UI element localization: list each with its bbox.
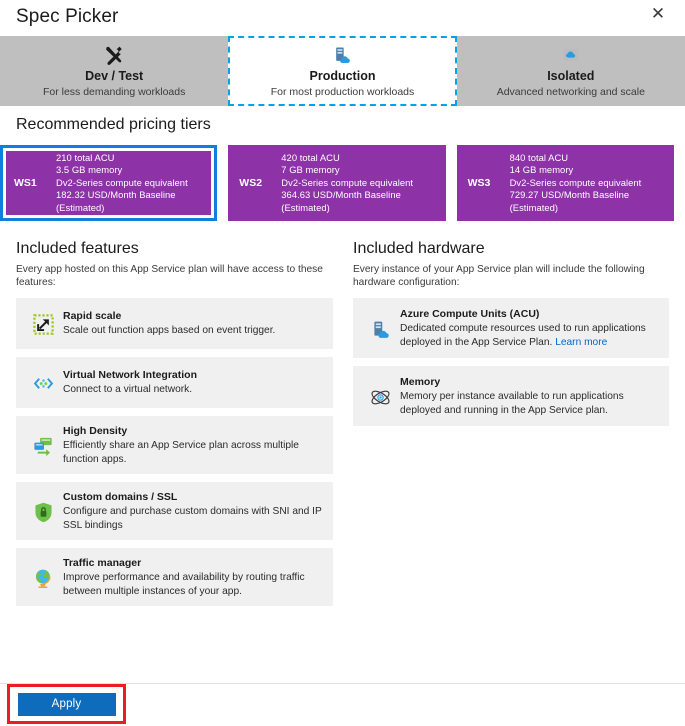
cloud-box-icon [561, 44, 581, 66]
feature-item-rapid-scale-title: Rapid scale [63, 310, 122, 323]
server-cloud-icon [332, 44, 352, 66]
tab-isolated-subtitle: Advanced networking and scale [496, 85, 645, 98]
hardware-item-acu-desc: Dedicated compute resources used to run applications deployed in the App Service Plan. [400, 323, 646, 348]
included-hardware-description: Every instance of your App Service plan will include the following hardware configuration: [353, 264, 645, 288]
feature-item-custom-domains-ssl [16, 482, 333, 540]
feature-item-high-density [16, 416, 333, 474]
feature-item-virtual-network-title: Virtual Network Integration [63, 369, 197, 382]
high-density-icon [26, 430, 60, 460]
tab-production[interactable] [228, 36, 456, 106]
tier-card-ws1-name: WS1 [14, 177, 37, 189]
feature-item-virtual-network [16, 357, 333, 408]
rapid-scale-icon [26, 309, 60, 339]
feature-item-rapid-scale [16, 298, 333, 349]
hardware-item-acu [353, 298, 669, 358]
included-hardware-column [345, 240, 685, 614]
tab-isolated-title: Isolated [547, 68, 595, 83]
workload-tabstrip [0, 36, 685, 106]
tab-dev-test-subtitle: For less demanding workloads [42, 85, 186, 98]
hardware-item-memory-title: Memory [400, 376, 441, 388]
tier-card-ws3-estimated: (Estimated) [509, 201, 559, 213]
memory-atom-icon [363, 381, 397, 411]
tier-card-ws1-estimated: (Estimated) [56, 201, 105, 213]
feature-item-virtual-network-body [60, 368, 323, 397]
feature-item-rapid-scale-body [60, 309, 323, 338]
feature-item-high-density-desc: Efficiently share an App Service plan across multiple function apps. [63, 440, 299, 465]
tier-card-ws2-price: 364.63 USD/Month Baseline [281, 189, 401, 201]
tools-icon [103, 44, 125, 66]
tier-card-ws2[interactable] [228, 145, 445, 221]
tab-isolated[interactable] [457, 36, 685, 106]
feature-item-virtual-network-desc: Connect to a virtual network. [63, 384, 193, 396]
close-icon[interactable]: ✕ [645, 0, 671, 26]
hardware-item-memory-body [397, 375, 659, 417]
pricing-tiers-heading: Recommended pricing tiers [16, 116, 211, 133]
server-cloud-icon [363, 313, 397, 343]
details-columns [0, 240, 685, 614]
tier-card-ws3-compute: Dv2-Series compute equivalent [509, 176, 642, 188]
tier-slot-ws1 [0, 145, 228, 221]
virtual-network-icon [26, 368, 60, 398]
page-title: Spec Picker [16, 6, 119, 27]
feature-item-traffic-manager-desc: Improve performance and availability by routing traffic between multiple instances of your app. [63, 572, 305, 597]
hardware-item-acu-title: Azure Compute Units (ACU) [400, 308, 540, 320]
globe-icon [26, 562, 60, 592]
tier-card-ws1-memory: 3.5 GB memory [56, 164, 123, 176]
included-features-description: Every app hosted on this App Service plan will have access to these features: [16, 264, 323, 288]
pricing-tier-list [0, 145, 685, 221]
tier-card-ws2-compute: Dv2-Series compute equivalent [281, 176, 414, 188]
tab-production-title: Production [309, 68, 376, 83]
tier-card-ws3-memory: 14 GB memory [509, 164, 574, 176]
tier-card-ws1[interactable] [3, 148, 214, 218]
tab-production-subtitle: For most production workloads [270, 85, 415, 98]
feature-item-custom-domains-ssl-body [60, 490, 323, 532]
hardware-item-memory [353, 366, 669, 426]
feature-item-traffic-manager-title: Traffic manager [63, 557, 142, 569]
tier-card-ws3-name: WS3 [467, 177, 491, 189]
tier-slot-ws2 [228, 145, 456, 221]
feature-item-custom-domains-ssl-title: Custom domains / SSL [63, 491, 178, 503]
apply-annotation-box [7, 684, 126, 724]
feature-item-high-density-body [60, 424, 323, 466]
hardware-item-acu-body [397, 307, 659, 349]
feature-item-traffic-manager-body [60, 556, 323, 598]
tier-slot-ws3 [457, 145, 685, 221]
tier-card-ws1-compute: Dv2-Series compute equivalent [56, 176, 188, 188]
feature-item-custom-domains-ssl-desc: Configure and purchase custom domains with SNI and IP SSL bindings [63, 506, 322, 531]
learn-more-link[interactable]: Learn more [555, 336, 608, 348]
tier-card-ws1-details [56, 152, 188, 215]
tier-card-ws2-details [281, 152, 413, 215]
title-bar [0, 0, 685, 34]
tier-card-ws3[interactable] [457, 145, 674, 221]
feature-item-high-density-title: High Density [63, 425, 128, 437]
tier-card-ws2-estimated: (Estimated) [281, 201, 330, 213]
tab-dev-test-title: Dev / Test [85, 68, 144, 83]
tier-card-ws1-acu: 210 total ACU [56, 151, 115, 163]
tier-card-ws2-acu: 420 total ACU [281, 151, 340, 163]
feature-item-rapid-scale-desc: Scale out function apps based on event trigger. [63, 325, 276, 337]
tier-card-ws1-price: 182.32 USD/Month Baseline [56, 189, 176, 201]
tab-dev-test[interactable] [0, 36, 228, 106]
hardware-item-memory-desc: Memory per instance available to run applications deployed and running in the App Service plan. [400, 391, 624, 416]
tier-card-ws3-price: 729.27 USD/Month Baseline [509, 189, 630, 201]
hardware-item-acu-desc-wrap [400, 322, 659, 349]
shield-lock-icon [26, 496, 60, 526]
feature-item-traffic-manager [16, 548, 333, 606]
tier-card-ws2-memory: 7 GB memory [281, 164, 340, 176]
tier-card-ws3-acu: 840 total ACU [509, 151, 569, 163]
tier-card-ws2-name: WS2 [239, 177, 263, 189]
included-hardware-heading: Included hardware [353, 240, 485, 257]
tier-card-ws3-details [510, 152, 642, 215]
included-features-column [0, 240, 345, 614]
included-features-heading: Included features [16, 240, 139, 257]
apply-button[interactable]: Apply [18, 693, 116, 716]
